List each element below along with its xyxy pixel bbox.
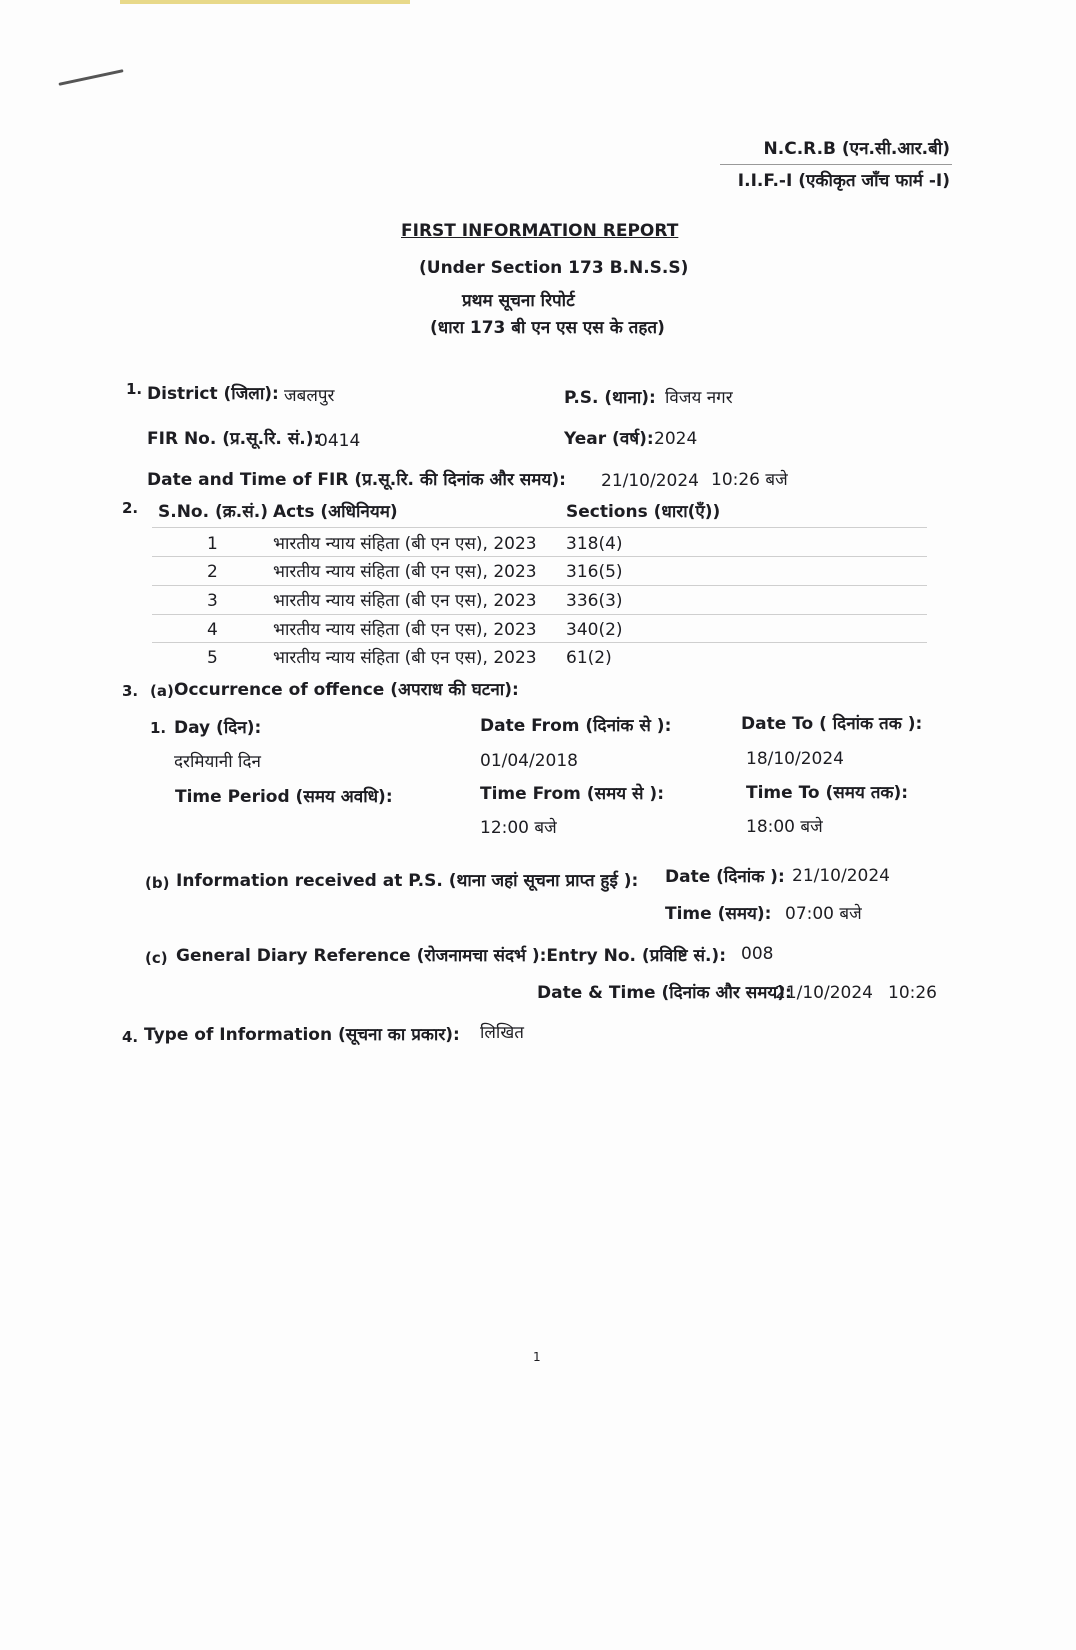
gd-entry-value: 008 — [741, 944, 774, 964]
ncrb-header: N.C.R.B (एन.सी.आर.बी) — [763, 139, 950, 159]
header-divider — [720, 164, 952, 165]
date-to-label: Date To ( दिनांक तक ): — [741, 714, 923, 734]
time-from-label: Time From (समय से ): — [480, 784, 664, 804]
item3-sub-number: 1. — [150, 719, 167, 737]
ps-value: विजय नगर — [665, 388, 733, 408]
info-received-title: Information received at P.S. (थाना जहां सूचना प्राप्त हुई ): — [176, 871, 639, 891]
table-rule — [152, 614, 927, 615]
report-section: (Under Section 173 B.N.S.S) — [419, 258, 689, 278]
year-label: Year (वर्ष): — [564, 429, 654, 449]
row-sno: 5 — [207, 648, 218, 668]
report-title-hindi: प्रथम सूचना रिपोर्ट — [462, 291, 575, 311]
occurrence-title: Occurrence of offence (अपराध की घटना): — [174, 680, 519, 700]
acts-col-sno: S.No. (क्र.सं.) — [158, 502, 268, 522]
pen-mark — [58, 69, 123, 86]
day-label: Day (दिन): — [174, 718, 262, 738]
item3a-label: (a) — [150, 682, 174, 700]
date-to-value: 18/10/2024 — [746, 749, 844, 769]
item2-number: 2. — [122, 499, 139, 517]
time-to-label: Time To (समय तक): — [746, 783, 909, 803]
fir-datetime-label: Date and Time of FIR (प्र.सू.रि. की दिनांक और समय): — [147, 470, 566, 490]
time-from-value: 12:00 बजे — [480, 818, 557, 838]
date-from-label: Date From (दिनांक से ): — [480, 716, 672, 736]
row-act: भारतीय न्याय संहिता (बी एन एस), 2023 — [273, 534, 537, 554]
row-section: 318(4) — [566, 534, 623, 554]
item4-number: 4. — [122, 1028, 139, 1046]
row-sno: 3 — [207, 591, 218, 611]
row-act: भारतीय न्याय संहिता (बी एन एस), 2023 — [273, 562, 537, 582]
gd-datetime-label: Date & Time (दिनांक और समय): — [537, 983, 792, 1003]
table-rule — [152, 585, 927, 586]
scan-mark — [120, 0, 410, 4]
acts-col-acts: Acts (अधिनियम) — [273, 502, 398, 522]
gd-time-value: 10:26 — [888, 983, 937, 1003]
table-rule — [152, 527, 927, 528]
page-number: 1 — [533, 1350, 541, 1364]
row-sno: 2 — [207, 562, 218, 582]
fir-date-value: 21/10/2024 — [601, 471, 699, 491]
row-act: भारतीय न्याय संहिता (बी एन एस), 2023 — [273, 648, 537, 668]
item3c-label: (c) — [145, 949, 168, 967]
row-act: भारतीय न्याय संहिता (बी एन एस), 2023 — [273, 620, 537, 640]
info-time-value: 07:00 बजे — [785, 904, 862, 924]
iif-header: I.I.F.-I (एकीकृत जाँच फार्म -I) — [737, 171, 950, 191]
item1-number: 1. — [126, 380, 143, 398]
row-section: 61(2) — [566, 648, 612, 668]
info-type-label: Type of Information (सूचना का प्रकार): — [144, 1025, 460, 1045]
gd-reference-title: General Diary Reference (रोजनामचा संदर्भ ):Entry No. (प्रविष्टि सं.): — [176, 946, 726, 966]
fir-no-value: 0414 — [317, 431, 361, 451]
info-type-value: लिखित — [480, 1023, 524, 1043]
info-date-value: 21/10/2024 — [792, 866, 890, 886]
item3-number: 3. — [122, 682, 139, 700]
fir-no-label: FIR No. (प्र.सू.रि. सं.): — [147, 429, 321, 449]
time-to-value: 18:00 बजे — [746, 817, 823, 837]
time-period-label: Time Period (समय अवधि): — [175, 787, 393, 807]
fir-time-value: 10:26 बजे — [711, 470, 788, 490]
item3b-label: (b) — [145, 874, 170, 892]
report-section-hindi: (धारा 173 बी एन एस एस के तहत) — [430, 318, 665, 338]
row-section: 340(2) — [566, 620, 623, 640]
info-time-label: Time (समय): — [665, 904, 772, 924]
row-sno: 4 — [207, 620, 218, 640]
table-rule — [152, 556, 927, 557]
day-value: दरमियानी दिन — [174, 752, 261, 772]
row-section: 336(3) — [566, 591, 623, 611]
table-rule — [152, 642, 927, 643]
year-value: 2024 — [654, 429, 698, 449]
row-section: 316(5) — [566, 562, 623, 582]
acts-col-sections: Sections (धारा(एँ)) — [566, 502, 721, 522]
district-label: District (जिला): — [147, 384, 279, 404]
row-sno: 1 — [207, 534, 218, 554]
gd-date-value: 21/10/2024 — [775, 983, 873, 1003]
date-from-value: 01/04/2018 — [480, 751, 578, 771]
report-title: FIRST INFORMATION REPORT — [401, 221, 679, 241]
info-date-label: Date (दिनांक ): — [665, 867, 785, 887]
district-value: जबलपुर — [284, 386, 335, 406]
row-act: भारतीय न्याय संहिता (बी एन एस), 2023 — [273, 591, 537, 611]
ps-label: P.S. (थाना): — [564, 388, 656, 408]
